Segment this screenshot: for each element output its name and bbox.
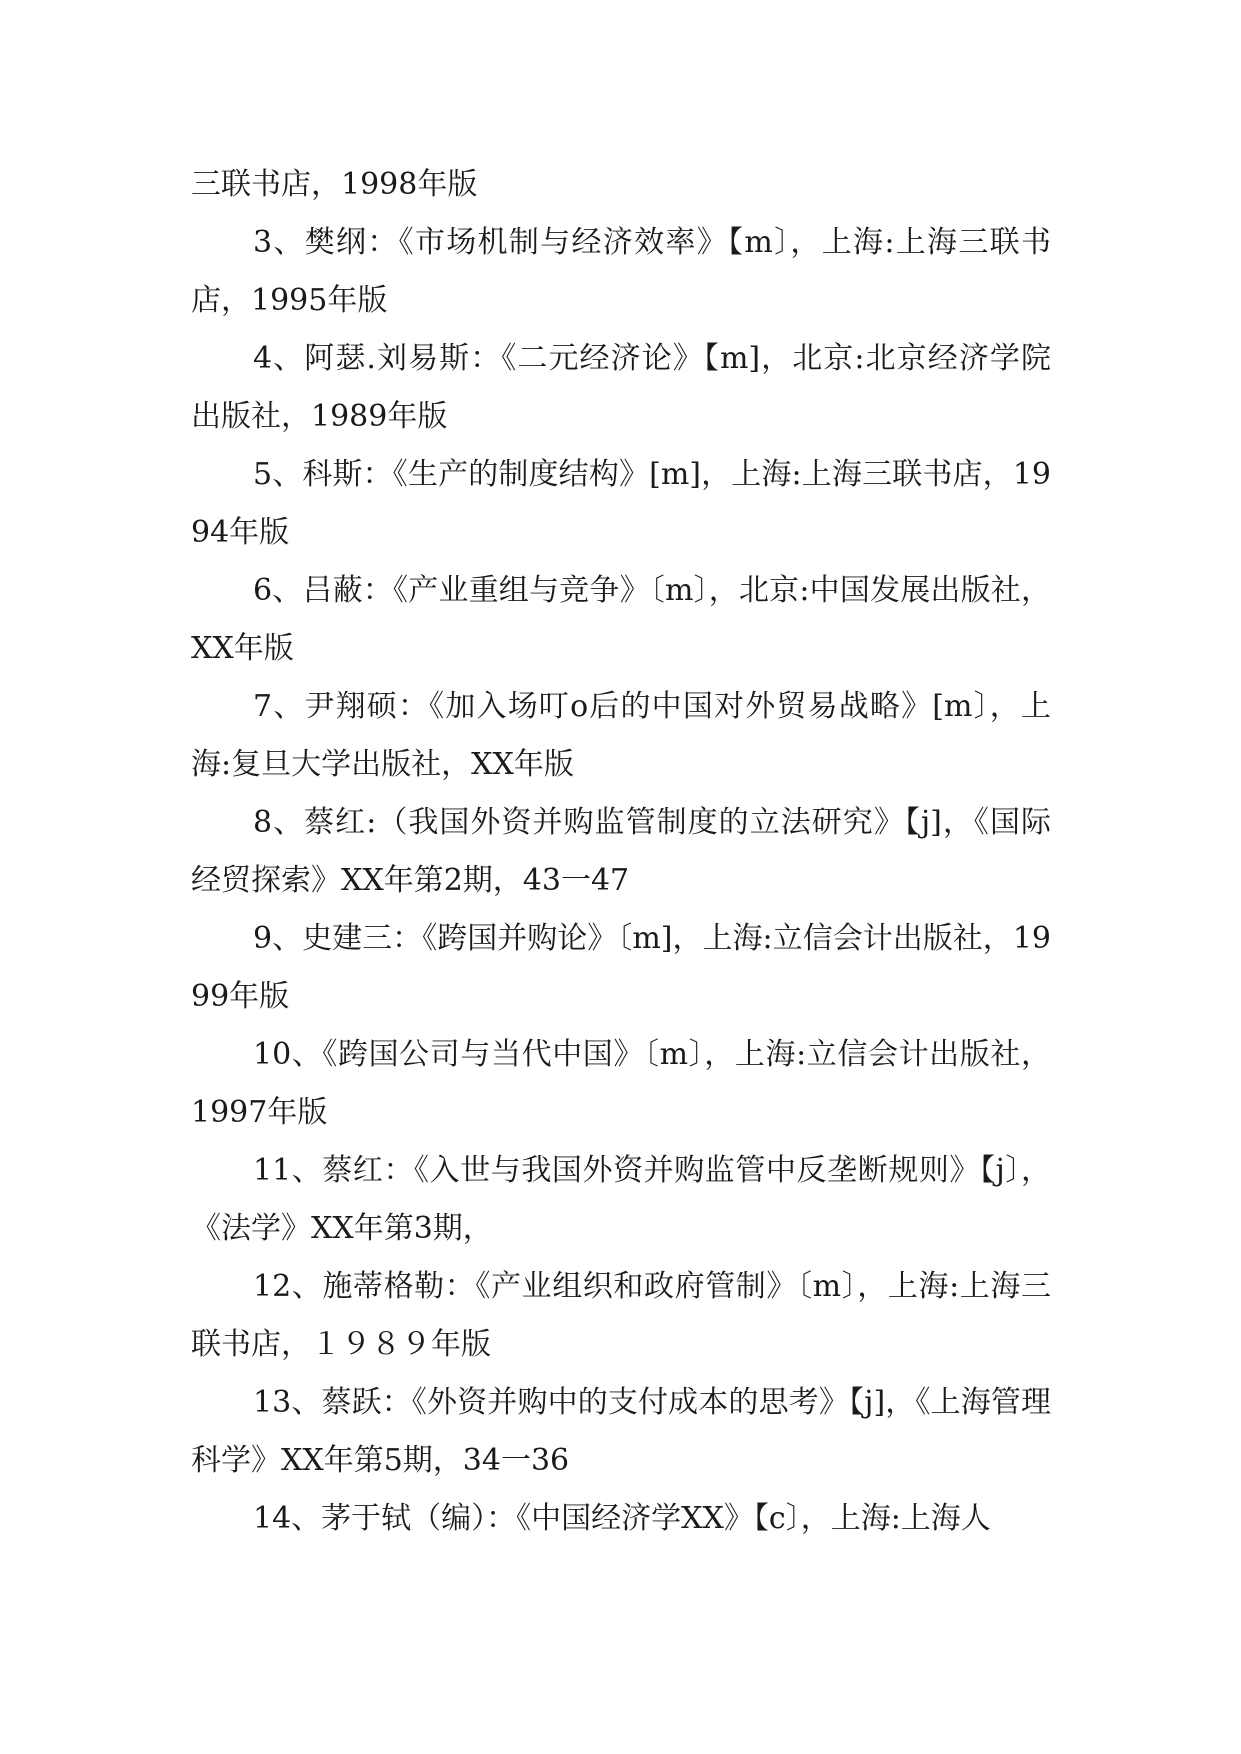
- reference-item-3: 3、樊纲：《市场机制与经济效率》【m〕，上海:上海三联书店，1995年版: [191, 225, 1051, 318]
- reference-item-7: 7、尹翔硕：《加入场叮o后的中国对外贸易战略》[m〕，上海:复旦大学出版社，XX年版: [191, 689, 1051, 782]
- reference-item-9: 9、史建三：《跨国并购论》〔m]，上海:立信会计出版社，1999年版: [191, 921, 1051, 1014]
- reference-item-11: 11、蔡红：《入世与我国外资并购监管中反垄断规则》【j〕，《法学》XX年第3期，: [191, 1153, 1051, 1246]
- reference-item-13: 13、蔡跃：《外资并购中的支付成本的思考》【j]，《上海管理科学》XX年第5期，34一36: [191, 1385, 1051, 1478]
- reference-continuation: 三联书店，1998年版: [191, 167, 478, 202]
- reference-list: [191, 156, 1051, 1548]
- reference-item-8: 8、蔡红:（我国外资并购监管制度的立法研究》【j]，《国际经贸探索》XX年第2期，43一47: [191, 805, 1051, 898]
- reference-item-4: 4、阿瑟.刘易斯：《二元经济论》【m]，北京:北京经济学院出版社，1989年版: [191, 341, 1051, 434]
- reference-item-14: 14、茅于轼（编）：《中国经济学XX》【c〕，上海:上海人: [253, 1501, 991, 1536]
- reference-item-6: 6、吕蔽：《产业重组与竞争》〔m〕，北京:中国发展出版社，XX年版: [191, 573, 1051, 666]
- reference-item-5: 5、科斯：《生产的制度结构》[m]，上海:上海三联书店，1994年版: [191, 457, 1051, 550]
- reference-item-10: 10、《跨国公司与当代中国》〔m〕，上海:立信会计出版社，1997年版: [191, 1037, 1051, 1130]
- reference-item-12: 12、施蒂格勒：《产业组织和政府管制》〔m〕，上海:上海三联书店，１９８９年版: [191, 1269, 1051, 1362]
